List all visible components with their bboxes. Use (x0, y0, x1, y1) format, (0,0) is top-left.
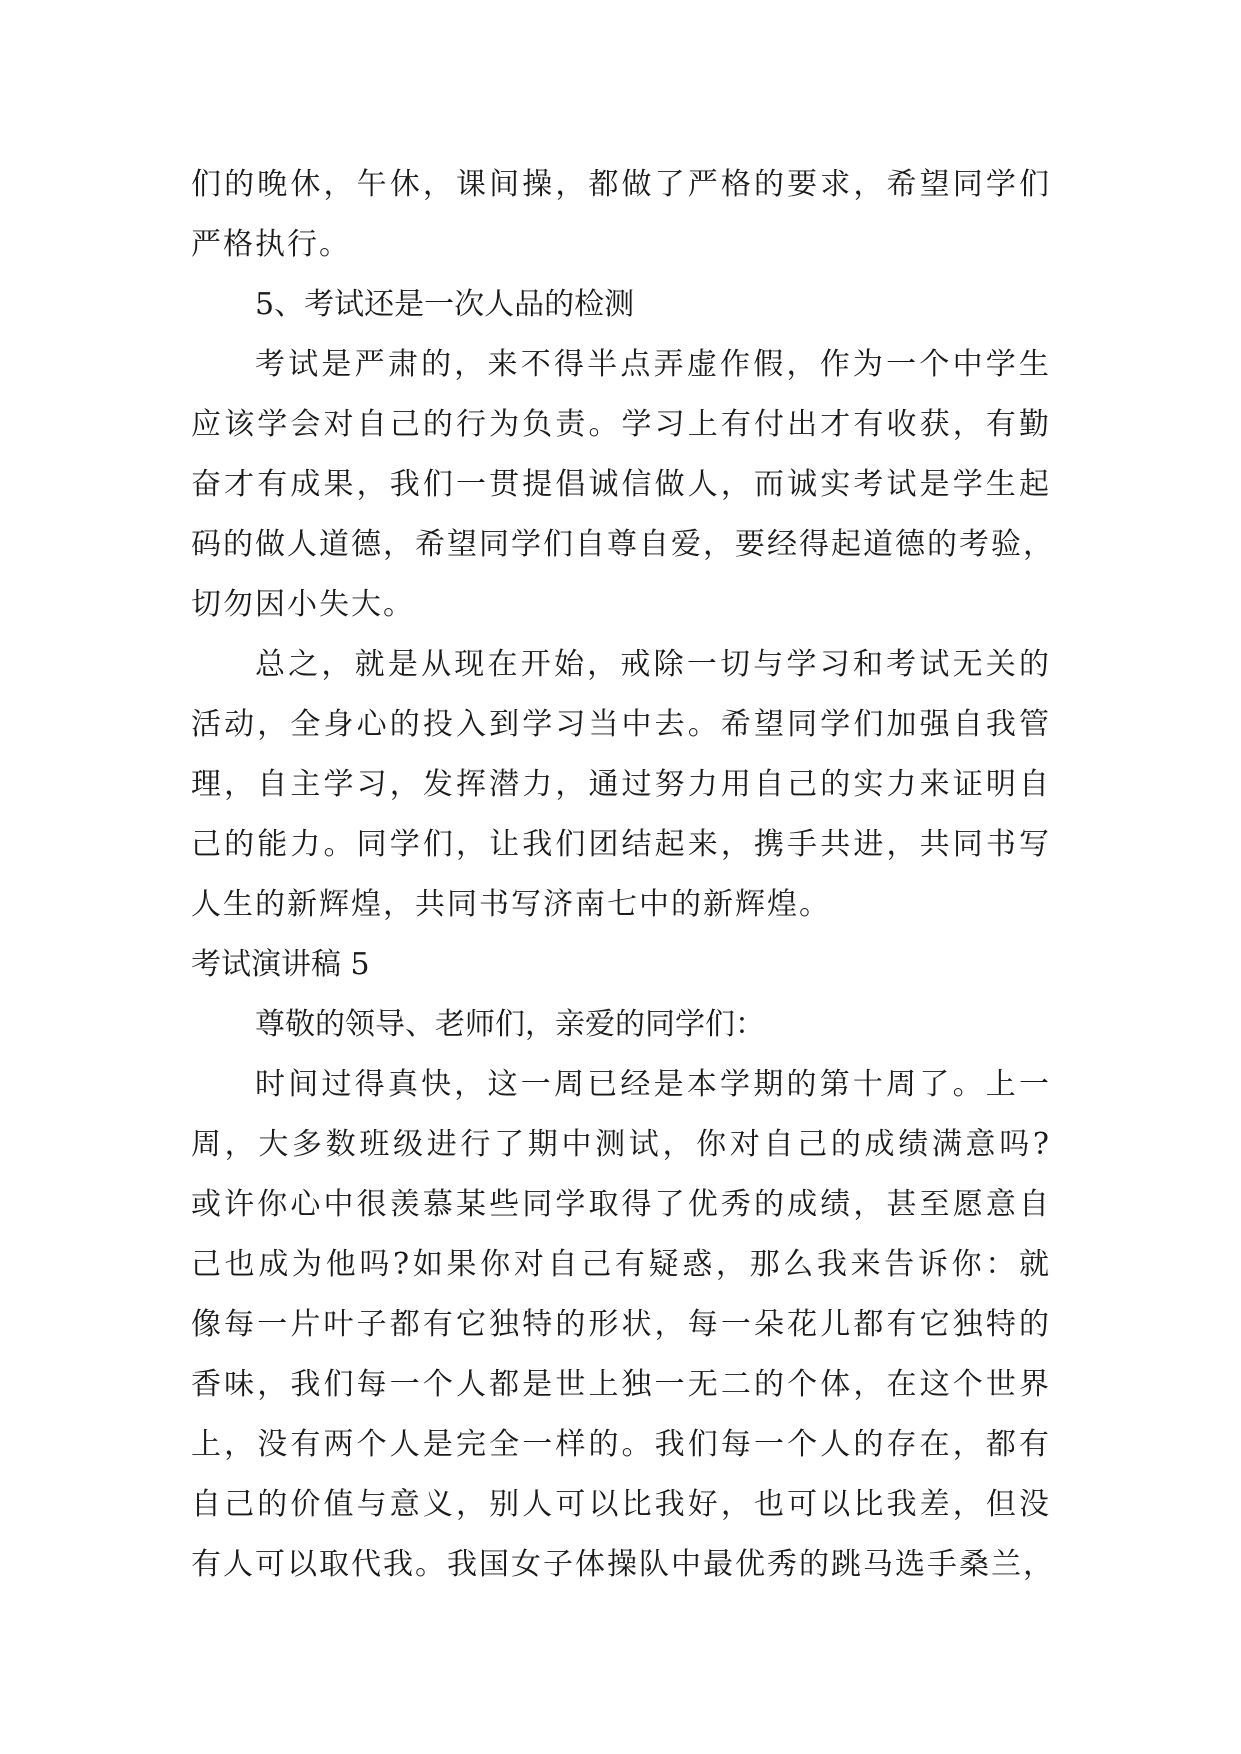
text-line: 活动，全身心的投入到学习当中去。希望同学们加强自我管 (191, 707, 1051, 742)
text-line: 香味，我们每一个人都是世上独一无二的个体，在这个世界 (191, 1367, 1051, 1402)
text-line: 周，大多数班级进行了期中测试，你对自己的成绩满意吗? (191, 1127, 1051, 1162)
text-line: 像每一片叶子都有它独特的形状，每一朵花儿都有它独特的 (191, 1307, 1051, 1342)
section-title: 考试演讲稿 5 (191, 947, 370, 982)
text-line: 人生的新辉煌，共同书写济南七中的新辉煌。 (191, 887, 831, 922)
text-line: 奋才有成果，我们一贯提倡诚信做人，而诚实考试是学生起 (191, 467, 1051, 502)
text-line: 上，没有两个人是完全一样的。我们每一个人的存在，都有 (191, 1427, 1051, 1462)
list-item-5: 5、考试还是一次人品的检测 (255, 287, 635, 322)
paragraph-conclusion (191, 635, 1051, 935)
document-body (191, 155, 1055, 1595)
text-line: 有人可以取代我。我国女子体操队中最优秀的跳马选手桑兰， (191, 1547, 1055, 1582)
text-line: 应该学会对自己的行为负责。学习上有付出才有收获，有勤 (191, 407, 1051, 442)
text-line: 理，自主学习，发挥潜力，通过努力用自己的实力来证明自 (191, 767, 1051, 802)
text-line: 考试是严肃的，来不得半点弄虚作假，作为一个中学生 (255, 347, 1051, 382)
text-line: 时间过得真快，这一周已经是本学期的第十周了。上一 (255, 1067, 1051, 1102)
text-line: 或许你心中很羡慕某些同学取得了优秀的成绩，甚至愿意自 (191, 1187, 1051, 1222)
paragraph-integrity (191, 335, 1055, 635)
paragraph-schedule-requirements (191, 155, 1051, 275)
text-line: 切勿因小失大。 (191, 587, 415, 622)
greeting: 尊敬的领导、老师们，亲爱的同学们： (255, 1007, 765, 1042)
text-line: 己也成为他吗?如果你对自己有疑惑，那么我来告诉你：就 (191, 1247, 1051, 1282)
text-line: 总之，就是从现在开始，戒除一切与学习和考试无关的 (255, 647, 1051, 682)
text-line: 己的能力。同学们，让我们团结起来，携手共进，共同书写 (191, 827, 1051, 862)
paragraph-speech-body (191, 1055, 1055, 1595)
text-line: 自己的价值与意义，别人可以比我好，也可以比我差，但没 (191, 1487, 1051, 1522)
text-line: 码的做人道德，希望同学们自尊自爱，要经得起道德的考验， (191, 527, 1055, 562)
text-line: 严格执行。 (191, 227, 351, 262)
text-line: 们的晚休，午休，课间操，都做了严格的要求，希望同学们 (191, 167, 1051, 202)
